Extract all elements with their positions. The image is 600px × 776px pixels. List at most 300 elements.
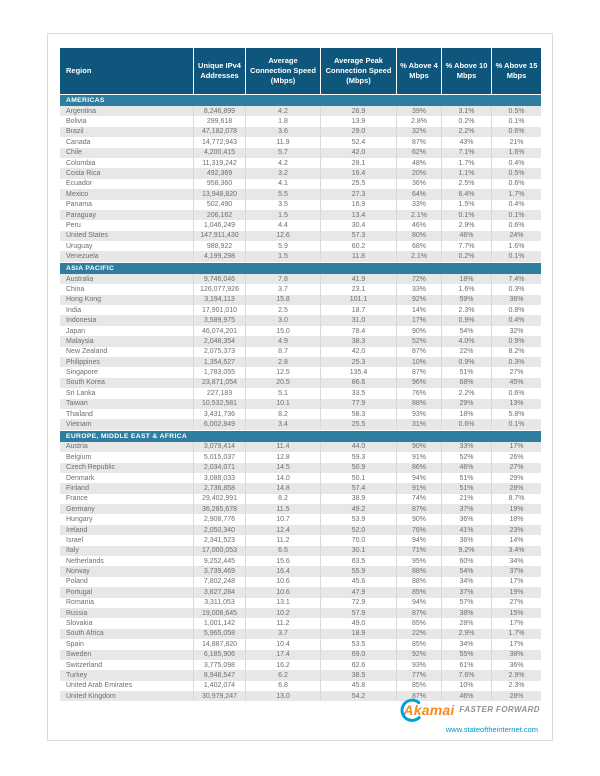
value-cell: 36% xyxy=(442,514,492,524)
value-cell: 77.9 xyxy=(321,399,397,409)
value-cell: 0.6% xyxy=(508,389,525,397)
table-row xyxy=(60,347,541,357)
value-cell: 15.8 xyxy=(246,295,321,305)
value-cell: 91% xyxy=(397,483,442,493)
value-cell: 36% xyxy=(509,661,524,669)
region-cell: Singapore xyxy=(60,367,194,377)
table-row xyxy=(60,388,541,398)
region-cell: Colombia xyxy=(60,158,194,168)
akamai-swoosh-icon xyxy=(397,697,424,724)
region-cell: Czech Republic xyxy=(60,463,194,473)
value-cell: 18% xyxy=(442,274,492,284)
value-cell: 41% xyxy=(442,525,492,535)
table-row xyxy=(60,284,541,294)
value-cell: 0.6% xyxy=(492,127,541,137)
value-cell: 31.0 xyxy=(321,315,397,325)
value-cell: 34% xyxy=(442,639,492,649)
value-cell: 1.7% xyxy=(492,629,541,639)
col-header-region: Region xyxy=(60,48,194,94)
value-cell: 10% xyxy=(397,357,442,367)
value-cell: 53.5 xyxy=(321,639,397,649)
table-row xyxy=(60,650,541,660)
region-cell: Panama xyxy=(60,200,194,210)
table-row xyxy=(60,598,541,608)
value-cell: 44.0 xyxy=(321,442,397,452)
value-cell: 3,431,736 xyxy=(194,409,246,419)
table-row xyxy=(60,241,541,251)
region-cell: Israel xyxy=(60,535,194,545)
value-cell: 2.2% xyxy=(442,127,492,137)
value-cell: 1,402,074 xyxy=(194,681,246,691)
connection-speed-table xyxy=(60,48,541,701)
region-cell: Thailand xyxy=(60,409,194,419)
value-cell: 69.0 xyxy=(321,650,397,660)
value-cell: 0.3% xyxy=(508,285,525,293)
value-cell: 38.3 xyxy=(321,336,397,346)
table-header-row xyxy=(60,48,541,94)
value-cell: 988,922 xyxy=(194,241,246,251)
value-cell: 72% xyxy=(397,274,442,284)
value-cell: 15.0 xyxy=(246,326,321,336)
table-row xyxy=(60,463,541,473)
value-cell: 16.9 xyxy=(321,200,397,210)
region-cell: United Kingdom xyxy=(60,691,194,701)
table-row xyxy=(60,504,541,514)
value-cell: 299,618 xyxy=(194,116,246,126)
value-cell: 92% xyxy=(397,650,442,660)
value-cell: 3,627,284 xyxy=(194,587,246,597)
value-cell: 1.7% xyxy=(442,158,492,168)
value-cell: 2.8 xyxy=(246,357,321,367)
value-cell: 1.5% xyxy=(442,200,492,210)
value-cell: 22% xyxy=(397,629,442,639)
value-cell: 9,746,046 xyxy=(194,274,246,284)
value-cell: 36% xyxy=(397,179,442,189)
value-cell: 34% xyxy=(509,557,524,565)
region-cell: Austria xyxy=(60,442,194,452)
value-cell: 71% xyxy=(397,546,442,556)
value-cell: 85% xyxy=(397,618,442,628)
region-cell: Italy xyxy=(60,546,194,556)
akamai-logo xyxy=(397,696,540,723)
value-cell: 46% xyxy=(442,231,492,241)
value-cell: 0.1% xyxy=(442,210,492,220)
value-cell: 2.1% xyxy=(397,210,442,220)
value-cell: 12.4 xyxy=(246,525,321,535)
value-cell: 49.2 xyxy=(321,504,397,514)
value-cell: 2,341,523 xyxy=(194,535,246,545)
value-cell: 18.9 xyxy=(321,629,397,639)
value-cell: 21% xyxy=(442,494,492,504)
value-cell: 2.3% xyxy=(442,305,492,315)
table-row xyxy=(60,452,541,462)
value-cell: 7.1% xyxy=(442,148,492,158)
value-cell: 30.1 xyxy=(321,546,397,556)
value-cell: 27% xyxy=(509,599,524,607)
value-cell: 95% xyxy=(397,556,442,566)
value-cell: 18% xyxy=(442,409,492,419)
value-cell: 0.2% xyxy=(442,251,492,261)
value-cell: 51% xyxy=(442,483,492,493)
value-cell: 92% xyxy=(397,295,442,305)
value-cell: 1,001,142 xyxy=(194,618,246,628)
value-cell: 1,783,055 xyxy=(194,367,246,377)
value-cell: 2,034,071 xyxy=(194,463,246,473)
value-cell: 96% xyxy=(397,378,442,388)
value-cell: 52.4 xyxy=(321,137,397,147)
value-cell: 11.9 xyxy=(246,137,321,147)
value-cell: 4.4 xyxy=(246,220,321,230)
value-cell: 0.1% xyxy=(492,419,541,429)
value-cell: 10.7 xyxy=(246,514,321,524)
value-cell: 0.6% xyxy=(508,180,525,188)
table-row xyxy=(60,525,541,535)
value-cell: 3,079,414 xyxy=(194,442,246,452)
value-cell: 36% xyxy=(442,535,492,545)
value-cell: 1.6% xyxy=(508,242,525,250)
section-header: AMERICAS xyxy=(60,95,541,106)
table-row xyxy=(60,106,541,116)
region-cell: Russia xyxy=(60,608,194,618)
value-cell: 13.1 xyxy=(246,598,321,608)
value-cell: 14,887,820 xyxy=(194,639,246,649)
value-cell: 17% xyxy=(397,315,442,325)
table-row xyxy=(60,618,541,628)
value-cell: 9.2% xyxy=(442,546,492,556)
table-row xyxy=(60,210,541,220)
value-cell: 0.1% xyxy=(492,251,541,261)
value-cell: 38.9 xyxy=(321,494,397,504)
value-cell: 47.9 xyxy=(321,587,397,597)
value-cell: 1.6% xyxy=(492,148,541,158)
value-cell: 2.9% xyxy=(492,670,541,680)
value-cell: 3.4% xyxy=(492,546,541,556)
table-row xyxy=(60,274,541,284)
value-cell: 147,911,430 xyxy=(194,231,246,241)
value-cell: 6.8 xyxy=(246,681,321,691)
value-cell: 16.2 xyxy=(246,660,321,670)
value-cell: 3,311,053 xyxy=(194,598,246,608)
value-cell: 16.4 xyxy=(246,566,321,576)
value-cell: 88% xyxy=(397,577,442,587)
value-cell: 17% xyxy=(509,620,524,628)
value-cell: 60% xyxy=(442,556,492,566)
region-cell: Ireland xyxy=(60,525,194,535)
value-cell: 6,185,906 xyxy=(194,650,246,660)
region-cell: Philippines xyxy=(60,357,194,367)
value-cell: 12.8 xyxy=(246,452,321,462)
value-cell: 135.4 xyxy=(321,367,397,377)
value-cell: 33% xyxy=(397,284,442,294)
value-cell: 0.4% xyxy=(492,315,541,325)
value-cell: 46% xyxy=(442,691,492,701)
value-cell: 2.5 xyxy=(246,305,321,315)
value-cell: 2,048,354 xyxy=(194,336,246,346)
table-row xyxy=(60,137,541,147)
value-cell: 0.6% xyxy=(508,221,525,229)
value-cell: 59% xyxy=(442,295,492,305)
table-row xyxy=(60,116,541,126)
region-cell: Japan xyxy=(60,326,194,336)
value-cell: 33.5 xyxy=(321,388,397,398)
value-cell: 0.1% xyxy=(492,210,541,220)
value-cell: 502,490 xyxy=(194,200,246,210)
region-cell: Uruguay xyxy=(60,241,194,251)
region-cell: Hungary xyxy=(60,514,194,524)
table-row xyxy=(60,566,541,576)
table-row xyxy=(60,367,541,377)
value-cell: 17.4 xyxy=(246,650,321,660)
col-header-ipv4-addresses: Unique IPv4 Addresses xyxy=(194,48,246,94)
value-cell: 0.2% xyxy=(442,116,492,126)
value-cell: 27% xyxy=(509,369,524,377)
region-cell: Sri Lanka xyxy=(60,388,194,398)
value-cell: 30.4 xyxy=(321,220,397,230)
value-cell: 8.2 xyxy=(246,409,321,419)
value-cell: 88% xyxy=(397,566,442,576)
value-cell: 2.3% xyxy=(508,682,525,690)
value-cell: 5,015,037 xyxy=(194,452,246,462)
value-cell: 6.2 xyxy=(246,670,321,680)
table-row xyxy=(60,660,541,670)
table-row xyxy=(60,315,541,325)
value-cell: 32% xyxy=(397,127,442,137)
value-cell: 3.6 xyxy=(246,127,321,137)
table-row xyxy=(60,336,541,346)
value-cell: 13.4 xyxy=(321,210,397,220)
table-row xyxy=(60,577,541,587)
value-cell: 19% xyxy=(492,587,541,597)
value-cell: 76% xyxy=(397,388,442,398)
value-cell: 11.2 xyxy=(246,535,321,545)
value-cell: 101.1 xyxy=(321,295,397,305)
value-cell: 42.0 xyxy=(321,148,397,158)
value-cell: 46% xyxy=(442,463,492,473)
value-cell: 8,246,899 xyxy=(194,106,246,116)
value-cell: 2,050,340 xyxy=(194,525,246,535)
value-cell: 3,194,113 xyxy=(194,295,246,305)
brand-tagline: FASTER FORWARD xyxy=(459,705,540,714)
value-cell: 492,369 xyxy=(194,168,246,178)
table-row xyxy=(60,587,541,597)
value-cell: 57.3 xyxy=(321,231,397,241)
value-cell: 28.1 xyxy=(321,158,397,168)
value-cell: 52% xyxy=(442,452,492,462)
value-cell: 87% xyxy=(397,137,442,147)
table-row xyxy=(60,473,541,483)
value-cell: 38% xyxy=(442,608,492,618)
value-cell: 21% xyxy=(509,138,524,146)
value-cell: 0.5% xyxy=(492,106,541,116)
value-cell: 54.2 xyxy=(321,691,397,701)
value-cell: 55% xyxy=(442,650,492,660)
region-cell: Sweden xyxy=(60,650,194,660)
value-cell: 1.8 xyxy=(246,116,321,126)
report-page xyxy=(47,33,553,741)
value-cell: 47,182,078 xyxy=(194,127,246,137)
value-cell: 4,199,298 xyxy=(194,251,246,261)
table-row xyxy=(60,556,541,566)
value-cell: 1.5 xyxy=(246,210,321,220)
value-cell: 86% xyxy=(397,463,442,473)
table-row xyxy=(60,127,541,137)
value-cell: 27% xyxy=(492,463,541,473)
region-cell: Venezuela xyxy=(60,251,194,261)
value-cell: 31% xyxy=(397,419,442,429)
value-cell: 52.0 xyxy=(321,525,397,535)
value-cell: 0.4% xyxy=(508,201,525,209)
website-link[interactable]: www.stateoftheinternet.com xyxy=(445,725,538,734)
value-cell: 76% xyxy=(397,525,442,535)
table-row xyxy=(60,399,541,409)
region-cell: Norway xyxy=(60,566,194,576)
value-cell: 30,979,247 xyxy=(194,691,246,701)
value-cell: 28% xyxy=(442,618,492,628)
value-cell: 19,006,645 xyxy=(194,608,246,618)
region-cell: South Africa xyxy=(60,629,194,639)
value-cell: 5.1 xyxy=(246,388,321,398)
region-cell: Romania xyxy=(60,598,194,608)
value-cell: 10.6 xyxy=(246,577,321,587)
value-cell: 36,285,678 xyxy=(194,504,246,514)
value-cell: 41.9 xyxy=(321,274,397,284)
value-cell: 90% xyxy=(397,442,442,452)
value-cell: 94% xyxy=(397,598,442,608)
table-body xyxy=(60,95,541,701)
value-cell: 2.2% xyxy=(442,388,492,398)
value-cell: 3,589,975 xyxy=(194,315,246,325)
value-cell: 28% xyxy=(492,483,541,493)
value-cell: 24% xyxy=(492,231,541,241)
value-cell: 78.4 xyxy=(321,326,397,336)
region-cell: Ecuador xyxy=(60,179,194,189)
value-cell: 49.0 xyxy=(321,618,397,628)
value-cell: 2.9% xyxy=(442,629,492,639)
region-cell: Peru xyxy=(60,220,194,230)
table-row xyxy=(60,148,541,158)
value-cell: 3.5 xyxy=(246,200,321,210)
value-cell: 27.3 xyxy=(321,189,397,199)
value-cell: 4.9 xyxy=(246,336,321,346)
brand-name: Akamai xyxy=(403,701,455,718)
table-row xyxy=(60,378,541,388)
value-cell: 37% xyxy=(442,587,492,597)
table-row xyxy=(60,483,541,493)
value-cell: 4,200,415 xyxy=(194,148,246,158)
col-header-above-4mbps: % Above 4 Mbps xyxy=(397,48,442,94)
value-cell: 33% xyxy=(442,442,492,452)
region-cell: Poland xyxy=(60,577,194,587)
value-cell: 11.4 xyxy=(246,442,321,452)
value-cell: 28% xyxy=(492,691,541,701)
region-cell: Netherlands xyxy=(60,556,194,566)
value-cell: 958,360 xyxy=(194,179,246,189)
region-cell: Hong Kong xyxy=(60,295,194,305)
value-cell: 17,000,053 xyxy=(194,546,246,556)
value-cell: 53.9 xyxy=(321,514,397,524)
table-row xyxy=(60,357,541,367)
value-cell: 55.9 xyxy=(321,566,397,576)
region-cell: Mexico xyxy=(60,189,194,199)
value-cell: 7.4% xyxy=(492,274,541,284)
value-cell: 48% xyxy=(397,158,442,168)
value-cell: 72.9 xyxy=(321,598,397,608)
value-cell: 23% xyxy=(492,525,541,535)
table-row xyxy=(60,200,541,210)
value-cell: 4.2 xyxy=(246,106,321,116)
value-cell: 4.0% xyxy=(442,336,492,346)
value-cell: 2.8% xyxy=(397,116,442,126)
region-cell: Malaysia xyxy=(60,336,194,346)
value-cell: 3.2 xyxy=(246,168,321,178)
value-cell: 8.7 xyxy=(246,347,321,357)
value-cell: 54% xyxy=(442,566,492,576)
region-cell: Vietnam xyxy=(60,419,194,429)
value-cell: 14.5 xyxy=(246,463,321,473)
value-cell: 20.5 xyxy=(246,378,321,388)
value-cell: 57.9 xyxy=(321,608,397,618)
value-cell: 3,739,469 xyxy=(194,566,246,576)
value-cell: 15% xyxy=(492,608,541,618)
region-cell: Paraguay xyxy=(60,210,194,220)
value-cell: 33% xyxy=(397,200,442,210)
value-cell: 6,002,849 xyxy=(194,419,246,429)
value-cell: 1.7% xyxy=(492,189,541,199)
value-cell: 3.4 xyxy=(246,419,321,429)
table-row xyxy=(60,494,541,504)
value-cell: 29,402,991 xyxy=(194,494,246,504)
table-row xyxy=(60,546,541,556)
value-cell: 7,802,248 xyxy=(194,577,246,587)
value-cell: 61% xyxy=(442,660,492,670)
value-cell: 74% xyxy=(397,494,442,504)
value-cell: 88% xyxy=(397,399,442,409)
value-cell: 50.1 xyxy=(321,473,397,483)
value-cell: 29% xyxy=(509,474,524,482)
value-cell: 11.8 xyxy=(321,251,397,261)
value-cell: 93% xyxy=(397,409,442,419)
value-cell: 62% xyxy=(397,148,442,158)
value-cell: 25.5 xyxy=(321,419,397,429)
region-cell: New Zealand xyxy=(60,347,194,357)
table-row xyxy=(60,158,541,168)
region-cell: France xyxy=(60,494,194,504)
value-cell: 23.1 xyxy=(321,284,397,294)
value-cell: 18% xyxy=(509,516,524,524)
value-cell: 2.5% xyxy=(442,179,492,189)
value-cell: 16.4 xyxy=(321,168,397,178)
table-row xyxy=(60,189,541,199)
value-cell: 10% xyxy=(442,681,492,691)
value-cell: 5.8% xyxy=(508,410,525,418)
value-cell: 14% xyxy=(509,536,524,544)
value-cell: 38% xyxy=(492,650,541,660)
value-cell: 68% xyxy=(442,378,492,388)
value-cell: 87% xyxy=(397,347,442,357)
table-row xyxy=(60,419,541,429)
region-cell: Australia xyxy=(60,274,194,284)
value-cell: 87% xyxy=(397,367,442,377)
value-cell: 23,871,054 xyxy=(194,378,246,388)
value-cell: 1.1% xyxy=(442,168,492,178)
value-cell: 0.5% xyxy=(492,168,541,178)
value-cell: 51% xyxy=(442,367,492,377)
value-cell: 58.3 xyxy=(321,409,397,419)
value-cell: 59.3 xyxy=(321,452,397,462)
value-cell: 5,965,058 xyxy=(194,629,246,639)
value-cell: 6.5 xyxy=(246,546,321,556)
table-row xyxy=(60,168,541,178)
